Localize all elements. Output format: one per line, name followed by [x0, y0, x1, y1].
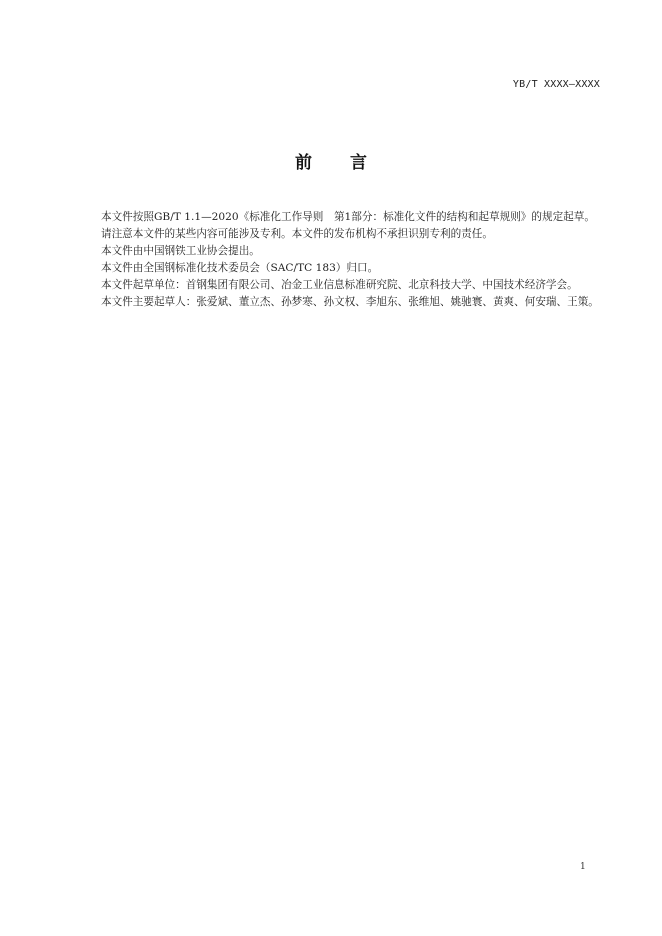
- paragraph-proposer: 本文件由中国钢铁工业协会提出。: [101, 245, 260, 257]
- document-number: YB/T XXXX—XXXX: [512, 79, 600, 90]
- paragraph-drafters: 本文件主要起草人：张爱斌、董立杰、孙梦寒、孙文权、李旭东、张维旭、姚驰寰、黄爽、何安瑞、王策。: [101, 296, 599, 308]
- paragraph-patent-notice: 请注意本文件的某些内容可能涉及专利。本文件的发布机构不承担识别专利的责任。: [101, 228, 493, 240]
- paragraph-drafting-rules: 本文件按照GB/T 1.1—2020《标准化工作导则 第1部分：标准化文件的结构和起草规则》的规定起草。: [101, 211, 595, 223]
- page-number: 1: [580, 862, 586, 872]
- page-title: [0, 148, 662, 173]
- title-char-1: 前: [295, 153, 312, 173]
- paragraph-committee: 本文件由全国钢标准化技术委员会（SAC/TC 183）归口。: [101, 262, 379, 274]
- foreword-body: [80, 209, 600, 311]
- title-char-2: 言: [350, 153, 367, 173]
- paragraph-drafting-units: 本文件起草单位：首钢集团有限公司、冶金工业信息标准研究院、北京科技大学、中国技术经济学会。: [101, 279, 578, 291]
